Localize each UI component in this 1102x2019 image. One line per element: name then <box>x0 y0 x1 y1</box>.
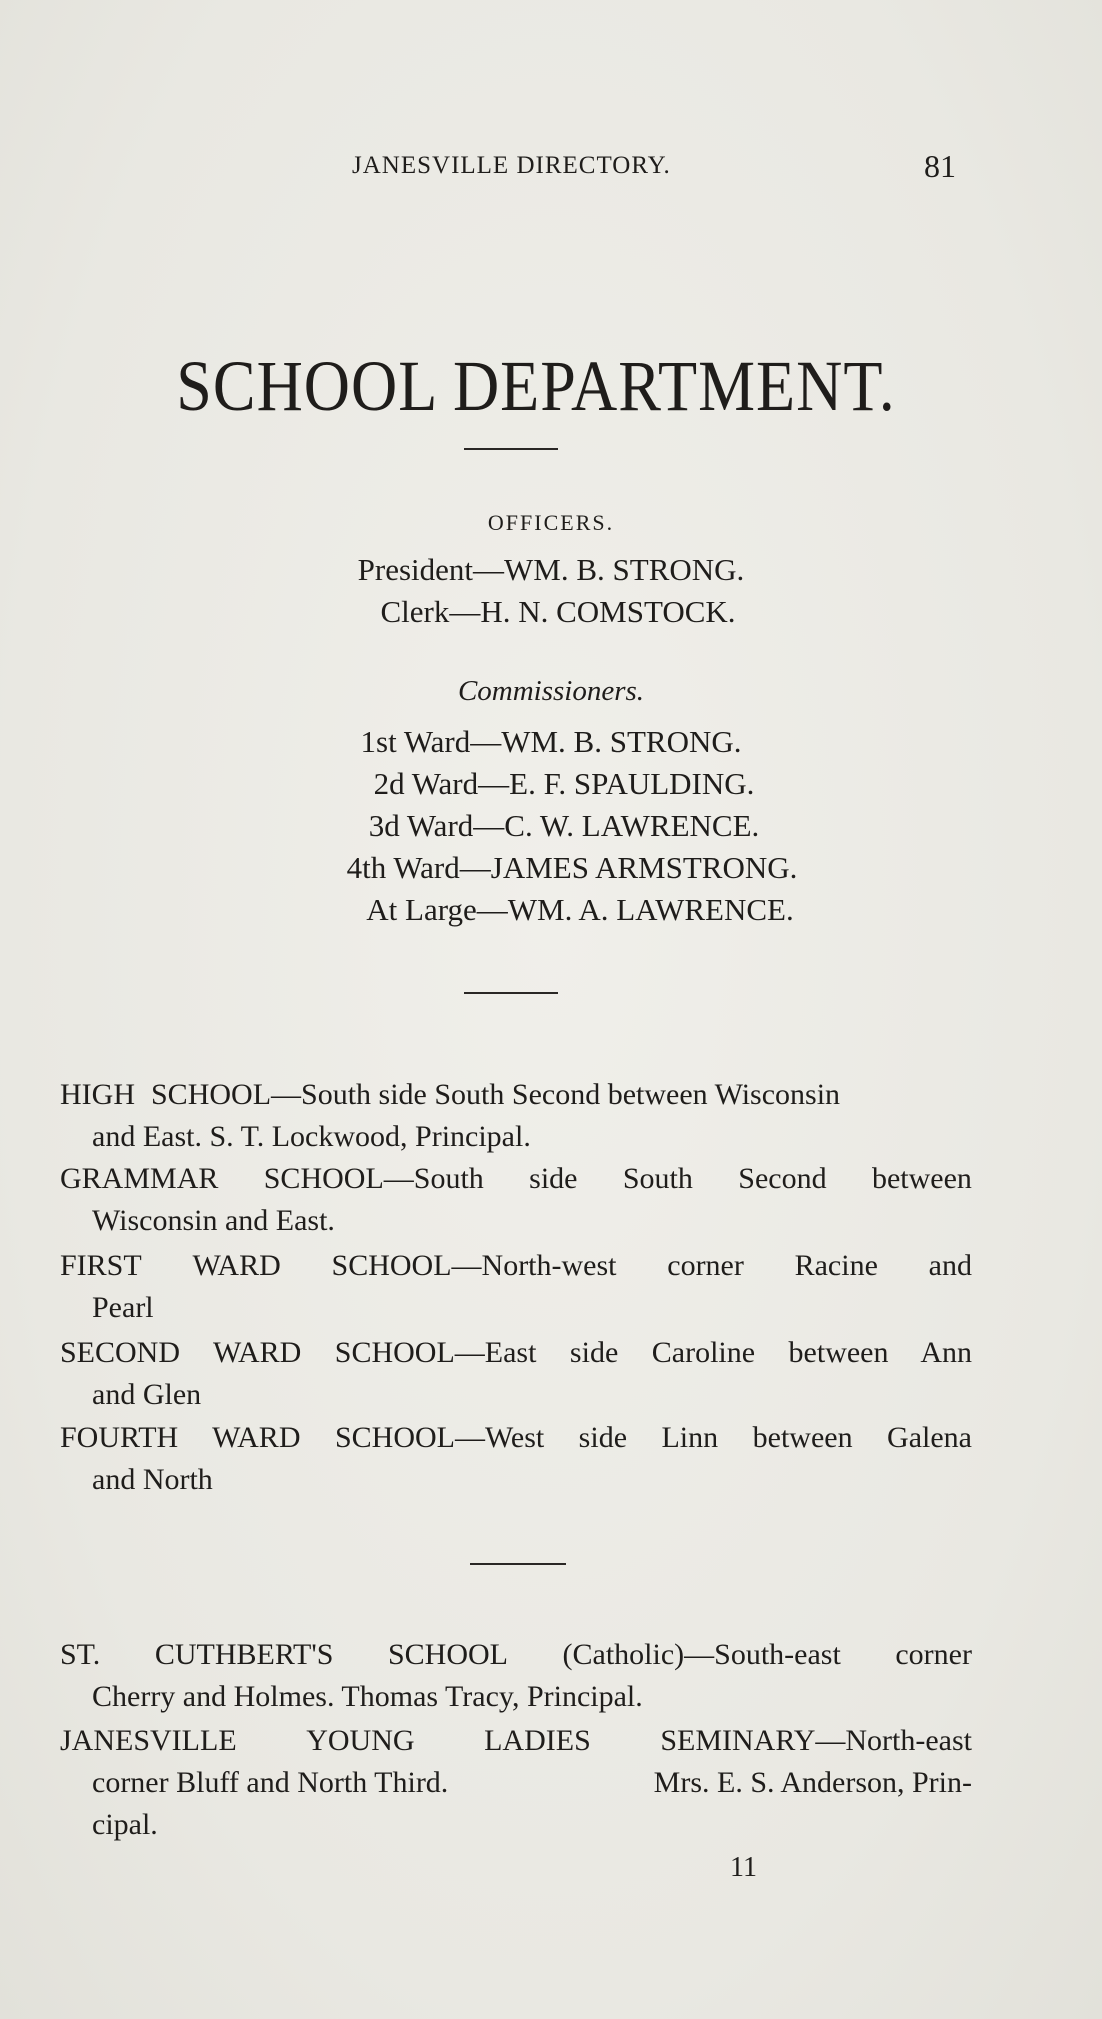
entry-continuation: Wisconsin and East. <box>92 1204 335 1237</box>
section-title <box>0 345 1102 428</box>
school-entry <box>60 1245 972 1329</box>
entry-word: South <box>622 1162 693 1195</box>
school-entry <box>60 1074 972 1158</box>
entry-continuation: and North <box>92 1463 213 1496</box>
section-title-text: SCHOOL DEPARTMENT. <box>176 346 896 426</box>
rule-divider <box>464 992 558 994</box>
entry-continuation <box>60 1762 972 1804</box>
entry-continuation: Cherry and Holmes. Thomas Tracy, Principal. <box>92 1680 643 1713</box>
entry-word: between <box>871 1162 972 1195</box>
entry-continuation: cipal. <box>92 1808 158 1841</box>
page-number: 81 <box>924 148 956 184</box>
entry-word: CUTHBERT'S <box>154 1638 334 1671</box>
school-entry <box>60 1417 972 1501</box>
commissioner-item: At Large—WM. A. LAWRENCE. <box>366 892 794 927</box>
officer-clerk: Clerk—H. N. COMSTOCK. <box>380 594 736 629</box>
entry-text: FOURTH WARD SCHOOL—West side Linn between Galena <box>60 1421 972 1454</box>
commissioner-item: 3d Ward—C. W. LAWRENCE. <box>368 808 760 843</box>
running-head-title: JANESVILLE DIRECTORY. <box>352 152 671 179</box>
entry-word: HIGH <box>60 1078 135 1111</box>
entry-word: corner <box>895 1638 972 1671</box>
entry-word: Racine <box>794 1249 878 1282</box>
entry-word: GRAMMAR <box>60 1162 219 1195</box>
entry-word: ST. <box>60 1638 101 1671</box>
entry-word: Second <box>738 1162 827 1195</box>
running-head <box>0 148 1102 188</box>
rule-divider <box>470 1563 566 1565</box>
entry-text: corner Bluff and North Third. <box>92 1766 449 1799</box>
entry-word: FIRST <box>60 1249 142 1282</box>
rule-divider <box>464 448 558 450</box>
commissioner-item: 4th Ward—JAMES ARMSTRONG. <box>346 850 798 885</box>
school-entry <box>60 1634 972 1718</box>
commissioner-item: 1st Ward—WM. B. STRONG. <box>360 724 742 759</box>
entry-word: side <box>529 1162 578 1195</box>
entry-word: SEMINARY—North-east <box>660 1724 972 1757</box>
entry-text: SCHOOL—South side South Second between Wisconsin <box>151 1078 841 1111</box>
entry-continuation: Pearl <box>92 1291 154 1324</box>
entry-word: SCHOOL—North-west <box>331 1249 617 1282</box>
entry-word: and <box>928 1249 972 1282</box>
entry-word: WARD <box>192 1249 281 1282</box>
entry-word: SCHOOL <box>387 1638 508 1671</box>
entry-word: (Catholic)—South-east <box>562 1638 841 1671</box>
school-entry <box>60 1158 972 1242</box>
signature-mark: 11 <box>730 1852 757 1883</box>
officer-president: President—WM. B. STRONG. <box>357 552 745 587</box>
entry-text: SECOND WARD SCHOOL—East side Caroline between Ann <box>60 1336 972 1369</box>
entry-word: LADIES <box>484 1724 591 1757</box>
entry-word: YOUNG <box>306 1724 415 1757</box>
entry-text: Mrs. E. S. Anderson, Prin- <box>653 1766 972 1799</box>
school-entry <box>60 1720 972 1846</box>
entry-word: corner <box>667 1249 744 1282</box>
officers-heading: OFFICERS. <box>487 510 615 535</box>
entry-word: SCHOOL—South <box>263 1162 484 1195</box>
school-entry <box>60 1332 972 1416</box>
commissioner-item: 2d Ward—E. F. SPAULDING. <box>373 766 755 801</box>
entry-continuation: and Glen <box>92 1378 202 1411</box>
entry-word: JANESVILLE <box>60 1724 237 1757</box>
entry-continuation: and East. S. T. Lockwood, Principal. <box>92 1120 531 1153</box>
commissioners-heading: Commissioners. <box>457 675 645 707</box>
